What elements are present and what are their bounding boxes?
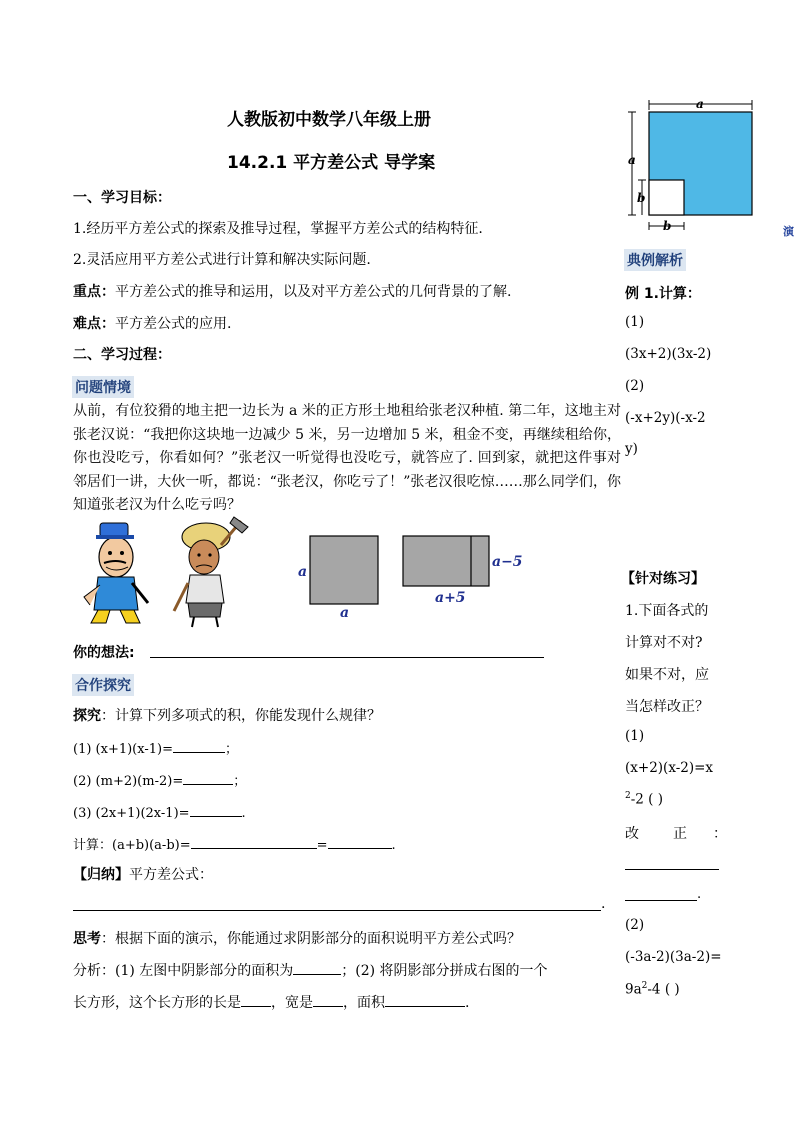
analysis-line-1: 分析：(1) 左图中阴影部分的面积为 ；(2) 将阴影部分拼成右图的一个 — [73, 960, 548, 981]
key-point — [73, 282, 511, 302]
rectangle-land — [403, 536, 489, 586]
cut-off-text: 演 — [783, 225, 794, 238]
difficulty-text: 平方差公式的应用. — [115, 316, 232, 332]
summary-end: . — [601, 896, 606, 912]
top-a-label: a — [696, 98, 704, 111]
rectangle-side-label: a−5 — [492, 554, 523, 570]
square-land — [310, 536, 378, 604]
idea-blank[interactable] — [150, 657, 544, 658]
bottom-b-label: b — [663, 219, 672, 233]
practice-1-number: (1) — [625, 728, 645, 744]
q1-blank[interactable] — [173, 738, 225, 753]
story-paragraph: 从前，有位狡猾的地主把一边长为 a 米的正方形土地租给张老汉种植. 第二年，这地主对张老汉说：“我把你这块地一边减少 5 米，另一边增加 5 米，租金不变，再继续租给你，你也没吃亏，你看如何？”张老汉一听觉得也没吃亏，就答应了. 回到家，就把这件事对邻居们一讲，大伙一听，都说：“张老汉，你吃亏了！”张老汉很吃惊……那么同学们，你知道张老汉为什么吃亏吗？ — [73, 403, 621, 513]
question-2: (2) (m+2)(m-2)= ； — [73, 770, 246, 792]
example-2-line-2: y) — [625, 441, 638, 457]
explore-text: ：计算下列多项式的积，你能发现什么规律？ — [101, 708, 381, 724]
example-tag: 典例解析 — [624, 249, 686, 271]
coop-tag: 合作探究 — [72, 674, 134, 696]
analysis-blank-1[interactable] — [293, 960, 341, 975]
section2-heading: 二、学习过程： — [73, 347, 171, 363]
calc-blank-1[interactable] — [191, 834, 317, 849]
practice-2-number: (2) — [625, 917, 645, 933]
difficulty-label: 难点： — [73, 316, 115, 332]
cartoon-illustration — [76, 515, 256, 630]
page-title: 人教版初中数学八年级上册 — [227, 110, 431, 130]
left-b-label: b — [637, 191, 646, 205]
fix-blank-1[interactable] — [625, 869, 719, 870]
practice-line-4: 当怎样改正？ — [625, 699, 709, 715]
problem-tag: 问题情境 — [72, 376, 134, 398]
practice-line-1: 1.下面各式的 — [625, 603, 709, 619]
fix-line: 改 正 ： — [625, 826, 727, 842]
goal-2: 2.灵活应用平方差公式进行计算和解决实际问题. — [73, 252, 371, 268]
page-subtitle: 14.2.1 平方差公式 导学案 — [227, 153, 436, 173]
example-2-line-1: (-x+2y)(-x-2 — [625, 410, 706, 426]
practice-2-line-2: $9a^2-4$ ( ) — [625, 981, 680, 998]
summary-blank[interactable] — [73, 910, 601, 911]
difference-of-squares-figure — [622, 98, 794, 240]
fix-end: . — [697, 887, 702, 902]
square-bottom-label: a — [340, 605, 350, 618]
practice-2-line-1: (-3a-2)(3a-2)= — [625, 949, 722, 965]
analysis-blank-4[interactable] — [385, 992, 465, 1007]
example-2-number: (2) — [625, 378, 645, 394]
goal-1: 1.经历平方差公式的探索及推导过程，掌握平方差公式的结构特征. — [73, 221, 483, 237]
rectangle-bottom-label: a+5 — [435, 590, 466, 606]
difficulty — [73, 314, 231, 334]
practice-1-line-2: $^2$-2 ( ) — [625, 791, 664, 808]
question-3: (3) (2x+1)(2x-1)= . — [73, 802, 246, 824]
practice-line-2: 计算对不对? — [625, 635, 703, 651]
summary-label: 【归纳】 — [73, 867, 129, 883]
landlord-figure — [84, 523, 148, 623]
analysis-blank-2[interactable] — [241, 992, 271, 1007]
practice-heading: 【针对练习】 — [621, 571, 705, 587]
think-label: 思考 — [73, 931, 101, 947]
land-comparison-figure — [295, 530, 535, 618]
summary-text: 平方差公式： — [129, 867, 213, 883]
idea-label: 你的想法: — [73, 645, 135, 661]
q3-blank[interactable] — [190, 802, 242, 817]
fix-blank-2[interactable] — [625, 900, 697, 901]
example-1-number: (1) — [625, 314, 645, 330]
explore-line — [73, 706, 381, 726]
square-side-label: a — [298, 564, 308, 580]
key-text: 平方差公式的推导和运用，以及对平方差公式的几何背景的了解. — [115, 284, 512, 300]
example-title: 例 1.计算： — [625, 286, 701, 302]
left-a-label: a — [628, 153, 636, 167]
analysis-line-2: 长方形，这个长方形的长是 ，宽是 ，面积 . — [73, 992, 469, 1013]
example-1: (3x+2)(3x-2) — [625, 346, 712, 362]
summary-line — [73, 865, 213, 885]
question-1: (1) (x+1)(x-1)= ； — [73, 738, 238, 760]
analysis-blank-3[interactable] — [313, 992, 343, 1007]
practice-1-line-1: (x+2)(x-2)=x — [625, 760, 714, 776]
idea-line — [73, 643, 135, 663]
think-text: ：根据下面的演示，你能通过求阴影部分的面积说明平方差公式吗？ — [101, 931, 521, 947]
q2-blank[interactable] — [183, 770, 233, 785]
farmer-figure — [174, 517, 248, 627]
calc-line: 计算：(a+b)(a-b)= = . — [73, 834, 396, 856]
key-label: 重点： — [73, 284, 115, 300]
section1-heading: 一、学习目标： — [73, 190, 171, 206]
small-square — [649, 180, 684, 215]
calc-blank-2[interactable] — [328, 834, 392, 849]
explore-label: 探究 — [73, 708, 101, 724]
practice-line-3: 如果不对，应 — [625, 667, 709, 683]
think-line — [73, 929, 521, 949]
